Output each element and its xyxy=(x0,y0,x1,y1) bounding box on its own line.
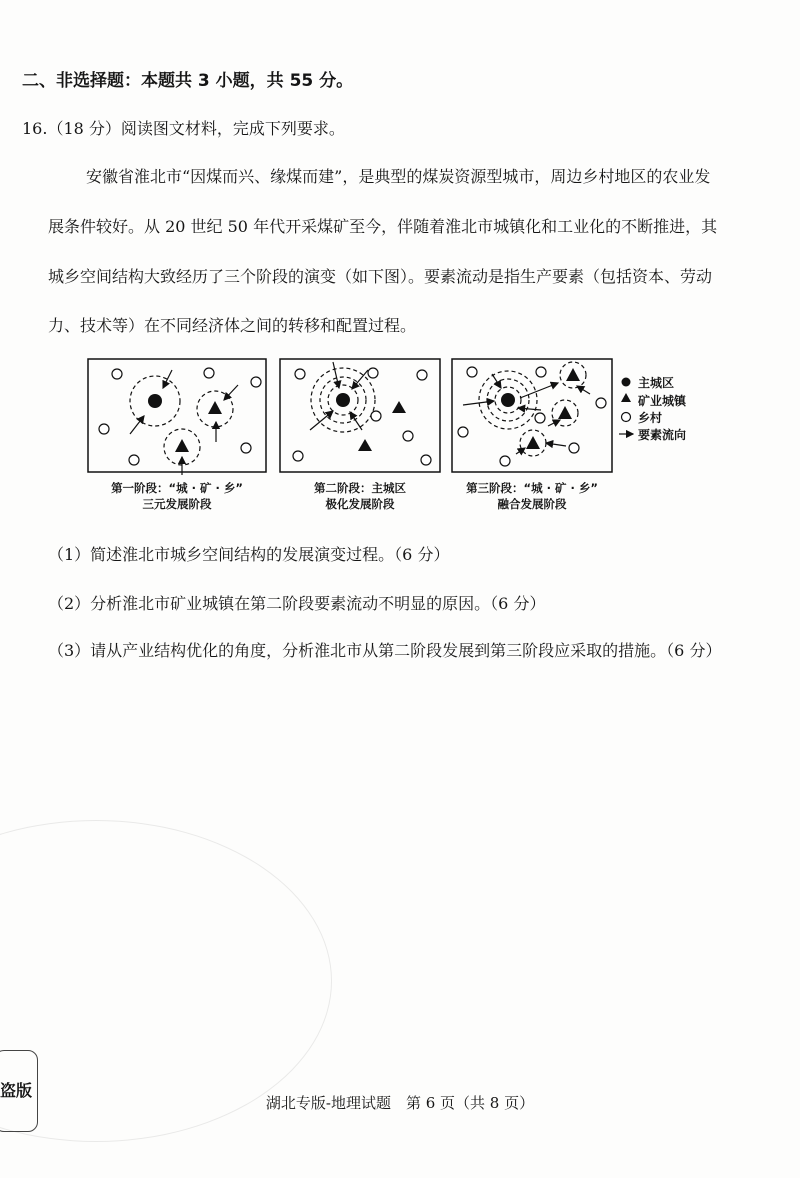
legend-hollow-circle-icon xyxy=(622,413,631,422)
legend xyxy=(638,374,686,442)
village-icon xyxy=(293,451,303,461)
village-icon xyxy=(251,377,261,387)
sub-question-3: （3）请从产业结构优化的角度，分析淮北市从第二阶段发展到第三阶段应采取的措施。（6 分） xyxy=(48,641,722,660)
stamp-text: 盗版 xyxy=(0,1081,33,1100)
legend-item-flow: 要素流向 xyxy=(638,427,687,442)
village-icon xyxy=(129,455,139,465)
village-icon xyxy=(204,368,214,378)
legend-filled-circle-icon xyxy=(622,378,631,387)
village-icon xyxy=(458,427,468,437)
main-city-icon xyxy=(336,393,350,407)
village-icon xyxy=(417,370,427,380)
mining-town-icon xyxy=(175,439,189,452)
stage-1-caption: 第一阶段：“城 · 矿 · 乡” 三元发展阶段 xyxy=(111,481,243,511)
stage-3-panel xyxy=(452,359,612,472)
stage-3-caption: 第三阶段：“城 · 矿 · 乡” 融合发展阶段 xyxy=(466,481,598,511)
village-icon xyxy=(569,443,579,453)
village-icon xyxy=(596,398,606,408)
mining-town-icon xyxy=(566,368,580,381)
mining-town-icon xyxy=(558,406,572,419)
stage-1-panel xyxy=(88,359,266,475)
legend-item-main-city: 主城区 xyxy=(638,375,675,390)
village-icon xyxy=(241,443,251,453)
village-icon xyxy=(99,424,109,434)
mining-town-icon xyxy=(392,401,406,413)
village-icon xyxy=(403,431,413,441)
page-footer: 湖北专版-地理试题 第 6 页（共 8 页） xyxy=(265,1094,535,1112)
village-icon xyxy=(371,411,381,421)
legend-item-mining-town: 矿业城镇 xyxy=(638,393,687,408)
paragraph-line-3: 城乡空间结构大致经历了三个阶段的演变（如下图）。要素流动是指生产要素（包括资本、劳动 xyxy=(48,267,713,286)
village-icon xyxy=(535,413,545,423)
village-icon xyxy=(421,455,431,465)
paragraph-line-2: 展条件较好。从 20 世纪 50 年代开采煤矿至今，伴随着淮北市城镇化和工业化的不断推进，其 xyxy=(48,217,718,236)
village-icon xyxy=(368,368,378,378)
mining-town-icon xyxy=(526,436,540,449)
sub-question-1: （1）简述淮北市城乡空间结构的发展演变过程。（6 分） xyxy=(48,545,450,564)
main-city-icon xyxy=(501,393,515,407)
village-icon xyxy=(500,456,510,466)
mining-town-icon xyxy=(208,401,222,414)
mining-town-icon xyxy=(358,439,372,451)
paragraph-line-4: 力、技术等）在不同经济体之间的转移和配置过程。 xyxy=(48,316,417,335)
stage-2-caption: 第二阶段：主城区 极化发展阶段 xyxy=(314,481,406,511)
legend-filled-triangle-icon xyxy=(621,393,631,402)
village-icon xyxy=(112,369,122,379)
sub-question-2: （2）分析淮北市矿业城镇在第二阶段要素流动不明显的原因。（6 分） xyxy=(48,594,546,613)
legend-item-village: 乡村 xyxy=(638,410,663,425)
main-city-icon xyxy=(148,394,162,408)
village-icon xyxy=(467,367,477,377)
village-icon xyxy=(536,367,546,377)
section-title: 二、非选择题：本题共 3 小题，共 55 分。 xyxy=(22,71,354,91)
stage-2-panel xyxy=(280,359,440,472)
village-icon xyxy=(295,369,305,379)
question-head: 16.（18 分）阅读图文材料，完成下列要求。 xyxy=(22,119,345,138)
paragraph-line-1: 安徽省淮北市“因煤而兴、缘煤而建”，是典型的煤炭资源型城市，周边乡村地区的农业发 xyxy=(86,167,711,186)
